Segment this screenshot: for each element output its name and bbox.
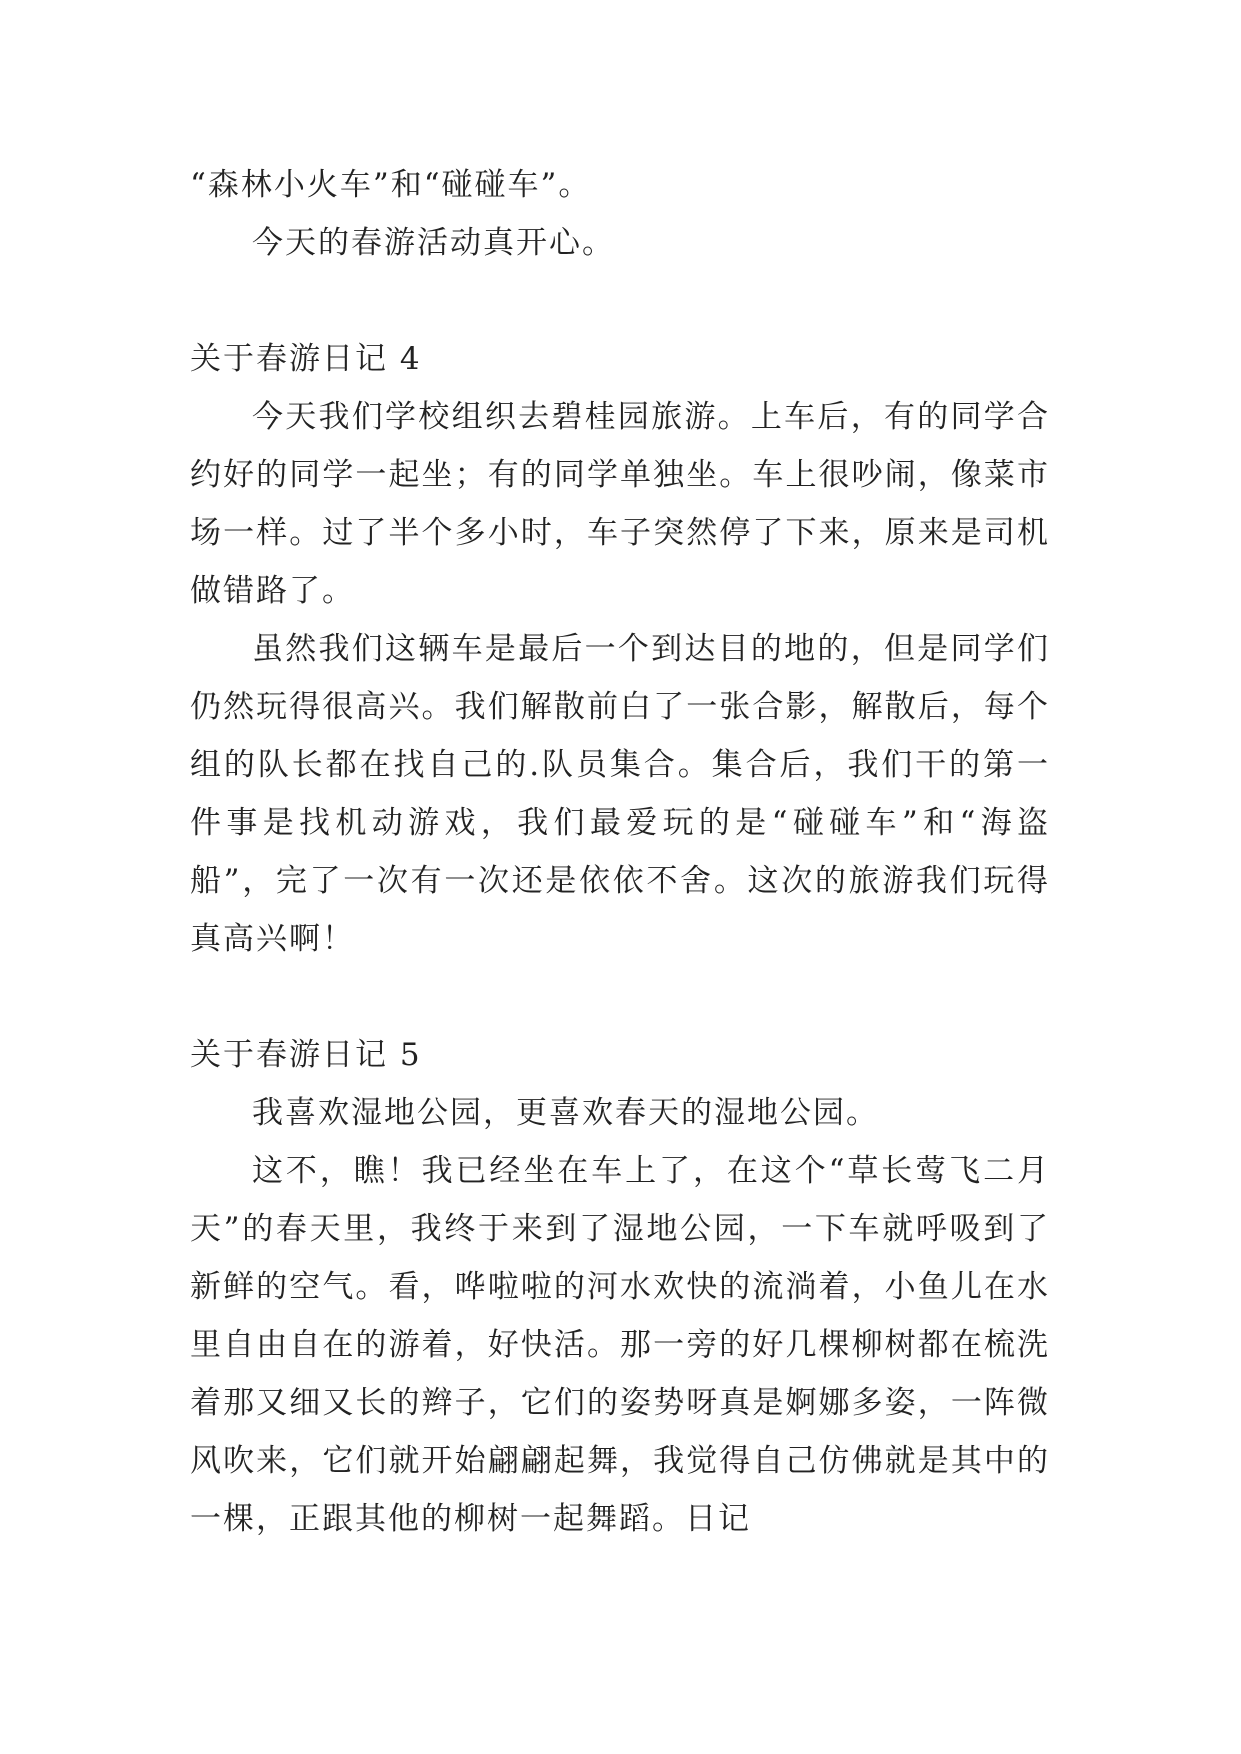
closing-paragraph: 今天的春游活动真开心。 bbox=[252, 225, 615, 261]
body-paragraph: 虽然我们这辆车是最后一个到达目的地的，但是同学们仍然玩得很高兴。我们解散前白了一张合影，解散后，每个组的队长都在找自己的.队员集合。集合后，我们干的第一件事是找机动游戏，我们最爱玩的是“碰碰车”和“海盗船”，完了一次有一次还是依依不舍。这次的旅游我们玩得真高兴啊！ bbox=[190, 631, 1050, 957]
section-gap bbox=[190, 272, 1050, 330]
section-gap bbox=[190, 968, 1050, 1026]
body-paragraph: 今天我们学校组织去碧桂园旅游。上车后，有的同学合约好的同学一起坐；有的同学单独坐。车上很吵闹，像菜市场一样。过了半个多小时，车子突然停了下来，原来是司机做错路了。 bbox=[190, 399, 1050, 609]
document-body bbox=[190, 156, 1050, 1548]
continued-paragraph: “森林小火车”和“碰碰车”。 bbox=[190, 167, 592, 203]
section-title: 关于春游日记 4 bbox=[190, 341, 422, 377]
diary-section-5 bbox=[190, 1026, 1050, 1548]
body-paragraph: 我喜欢湿地公园，更喜欢春天的湿地公园。 bbox=[252, 1095, 879, 1131]
diary-section-4 bbox=[190, 330, 1050, 968]
section-title: 关于春游日记 5 bbox=[190, 1037, 422, 1073]
body-paragraph: 这不，瞧！我已经坐在车上了，在这个“草长莺飞二月天”的春天里，我终于来到了湿地公园，一下车就呼吸到了新鲜的空气。看，哗啦啦的河水欢快的流淌着，小鱼儿在水里自由自在的游着，好快活。那一旁的好几棵柳树都在梳洗着那又细又长的辫子，它们的姿势呀真是婀娜多姿，一阵微风吹来，它们就开始翩翩起舞，我觉得自己仿佛就是其中的一棵，正跟其他的柳树一起舞蹈。日记 bbox=[190, 1153, 1050, 1537]
